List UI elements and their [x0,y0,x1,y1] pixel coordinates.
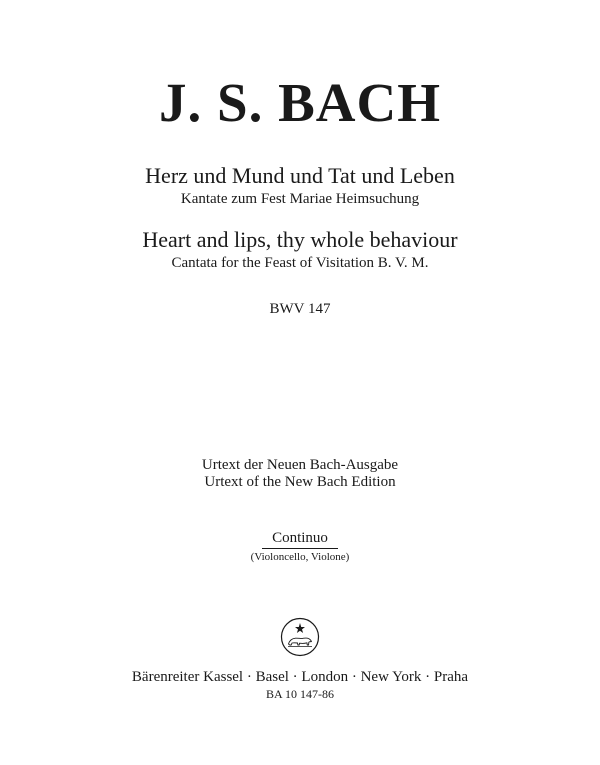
part-underline [262,548,338,549]
part-instruments: (Violoncello, Violone) [250,551,350,563]
publisher-order-number: BA 10 147-86 [265,687,334,701]
part-name: Continuo [272,530,328,546]
bwv-number: BWV 147 [269,301,331,317]
title-german: Herz und Mund und Tat und Leben [145,163,455,188]
subtitle-english: Cantata for the Feast of Visitation B. V. M. [171,255,429,271]
urtext-german: Urtext der Neuen Bach-Ausgabe [201,457,399,473]
title-english: Heart and lips, thy whole behaviour [142,227,458,252]
urtext-english: Urtext of the New Bach Edition [204,474,396,490]
composer-name: J. S. BACH [159,72,441,133]
publisher-cities: Bärenreiter Kassel · Basel · London · New York · Praha [131,669,469,685]
subtitle-german: Kantate zum Fest Mariae Heimsuchung [180,191,420,207]
baerenreiter-logo-icon [280,617,320,657]
